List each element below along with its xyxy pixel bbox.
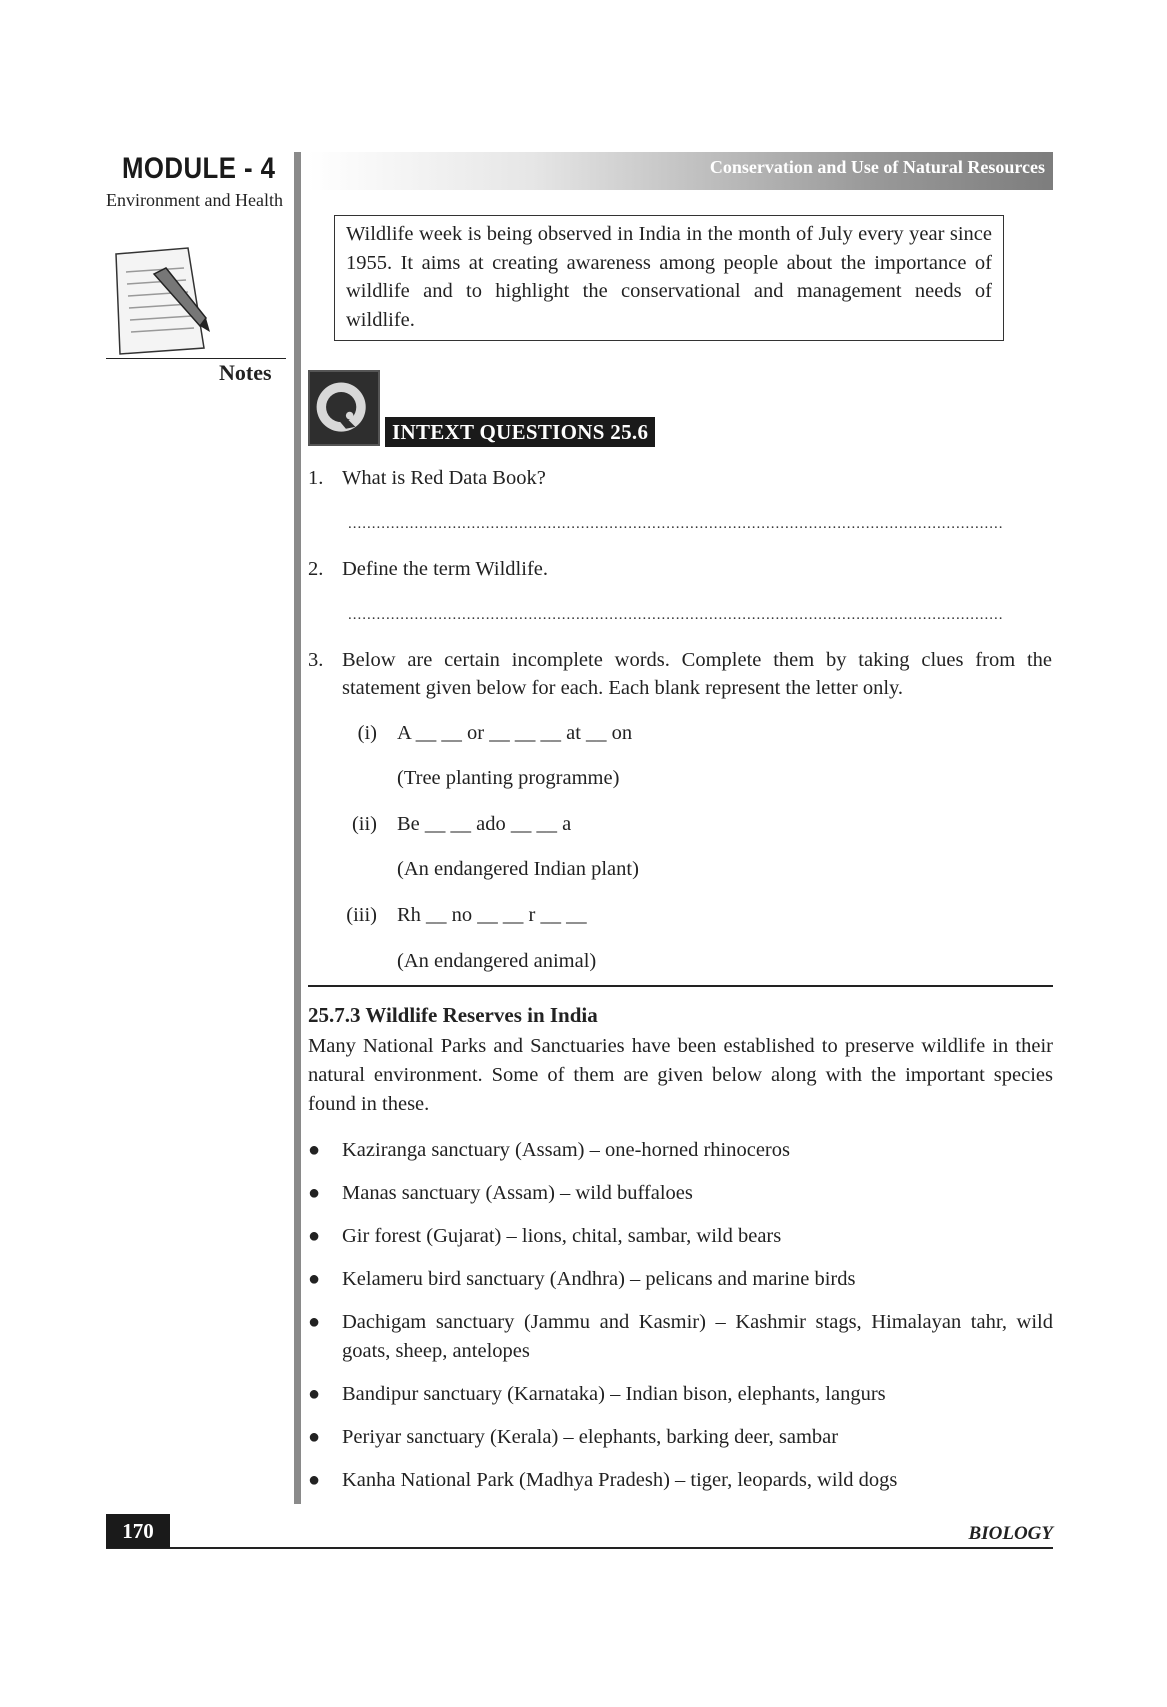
sub-question-word: A __ __ or __ __ __ at __ on <box>397 722 633 744</box>
chapter-header <box>308 152 1053 190</box>
question-number: 2. <box>308 558 324 580</box>
chapter-title: Conservation and Use of Natural Resources <box>709 157 1045 177</box>
bullet-icon: ● <box>308 1225 321 1247</box>
sub-question-word: Rh __ no __ __ r __ __ <box>397 904 587 926</box>
question-text: What is Red Data Book? <box>342 467 546 489</box>
sub-question-word: Be __ __ ado __ __ a <box>397 813 572 835</box>
section-divider <box>308 985 1053 987</box>
sub-question-clue: (An endangered animal) <box>397 950 597 972</box>
wildlife-week-box: Wildlife week is being observed in India in the month of July every year since 1955. It aims at creating awareness among people about the importance of wildlife and to highlight the conservational and management needs of wildlife. <box>334 215 1004 341</box>
bullet-icon: ● <box>308 1268 321 1290</box>
answer-line-1: .......................................................................................................................................... <box>348 516 1004 532</box>
notes-label: Notes <box>219 360 272 385</box>
sub-question-number: (iii) <box>346 904 377 926</box>
section-paragraph: Many National Parks and Sanctuaries have been established to preserve wildlife in their natural environment. Some of them are given below along with the important species found in these. <box>308 1035 1053 1115</box>
bullet-icon: ● <box>308 1383 321 1405</box>
subject-label: BIOLOGY <box>968 1523 1053 1544</box>
question-number: 3. <box>308 649 324 671</box>
module-title: MODULE - 4 <box>122 152 276 185</box>
bullet-icon: ● <box>308 1139 321 1161</box>
question-icon <box>308 370 380 446</box>
bullet-icon: ● <box>308 1182 321 1204</box>
question-number: 1. <box>308 467 324 489</box>
sub-question-number: (i) <box>357 722 377 744</box>
sub-question-number: (ii) <box>351 813 377 835</box>
section-title: 25.7.3 Wildlife Reserves in India <box>308 1003 598 1027</box>
sub-question-clue: (Tree planting programme) <box>397 767 620 789</box>
question-text: Define the term Wildlife. <box>342 558 549 580</box>
notepad-pencil-icon <box>106 244 216 364</box>
margin-bar <box>294 152 301 1504</box>
footer-rule <box>106 1547 1053 1549</box>
question-text: Below are certain incomplete words. Complete them by taking clues from the statement given below for each. Each blank represent the letter only. <box>342 649 1052 699</box>
bullet-icon: ● <box>308 1311 321 1333</box>
bullet-icon: ● <box>308 1469 321 1491</box>
notes-divider <box>106 358 286 359</box>
page-number: 170 <box>106 1514 170 1548</box>
answer-line-2: .......................................................................................................................................... <box>348 607 1004 623</box>
sub-question-clue: (An endangered Indian plant) <box>397 858 639 880</box>
module-subtitle: Environment and Health <box>106 190 283 210</box>
bullet-icon: ● <box>308 1426 321 1448</box>
intext-questions-title: INTEXT QUESTIONS 25.6 <box>385 417 655 447</box>
